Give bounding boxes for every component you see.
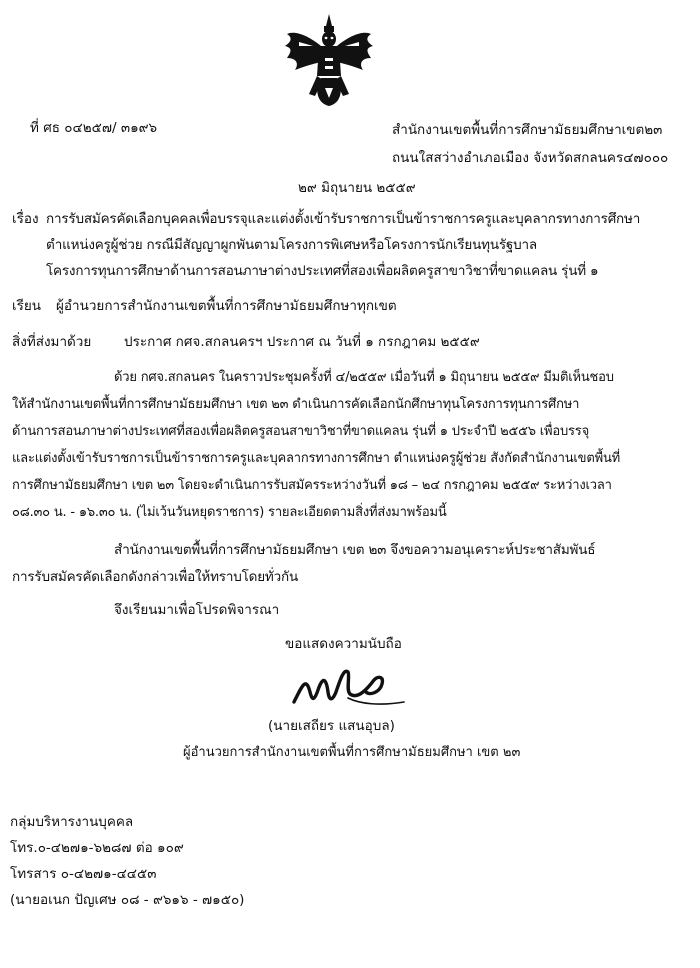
body-paragraph-line: การศึกษามัธยมศึกษา เขต ๒๓ โดยจะดำเนินการรับสมัครระหว่างวันที่ ๑๘ – ๒๔ กรกฎาคม ๒๕๕๙ ระหว่างเวลา: [12, 478, 612, 493]
closing-phrase: ขอแสดงความนับถือ: [285, 636, 402, 652]
body-paragraph-line: การรับสมัครคัดเลือกดังกล่าวเพื่อให้ทราบโดยทั่วกัน: [12, 569, 299, 585]
enclosure-text: ประกาศ กศจ.สกลนครฯ ประกาศ ณ วันที่ ๑ กรกฎาคม ๒๕๕๙: [124, 334, 480, 350]
body-paragraph-line: ด้วย กศจ.สกลนคร ในคราวประชุมครั้งที่ ๔/๒๕๕๙ เมื่อวันที่ ๑ มิถุนายน ๒๕๕๙ มีมติเห็นชอบ: [114, 370, 614, 385]
subject-line: ตำแหน่งครูผู้ช่วย กรณีมีสัญญาผูกพันตามโครงการพิเศษหรือโครงการนักเรียนทุนรัฐบาล: [46, 237, 537, 253]
document-date: ๒๙ มิถุนายน ๒๕๕๙: [298, 180, 416, 196]
agency-address: ถนนใสสว่างอำเภอเมือง จังหวัดสกลนคร๔๗๐๐๐: [392, 150, 669, 166]
body-paragraph-line: ด้านการสอนภาษาต่างประเทศที่สองเพื่อผลิตครูสอนสาขาวิชาที่ขาดแคลน รุ่นที่ ๑ ประจำปี ๒๕๕๖ เพื่อบรรจุ: [12, 424, 589, 439]
agency-name: สำนักงานเขตพื้นที่การศึกษามัธยมศึกษาเขต๒๓: [392, 122, 663, 138]
closing-request: จึงเรียนมาเพื่อโปรดพิจารณา: [114, 602, 280, 618]
contact-person: (นายอเนก ปัญเศษ ๐๘ - ๙๖๑๖ - ๗๑๕๐): [10, 892, 245, 908]
body-paragraph-line: และแต่งตั้งเข้ารับราชการเป็นข้าราชการครูและบุคลากรทางการศึกษา ตำแหน่งครูผู้ช่วย สังกัดสำนักงานเขตพื้นที่: [12, 451, 621, 466]
reference-number: ที่ ศธ ๐๔๒๕๗/ ๓๑๙๖: [30, 120, 158, 136]
recipient-label: เรียน: [12, 298, 42, 314]
subject-line: การรับสมัครคัดเลือกบุคคลเพื่อบรรจุและแต่งตั้งเข้ารับราชการเป็นข้าราชการครูและบุคลากรทางการศึกษา: [46, 211, 641, 227]
subject-line: โครงการทุนการศึกษาด้านการสอนภาษาต่างประเทศที่สองเพื่อผลิตครูสาขาวิชาที่ขาดแคลน รุ่นที่ ๑: [46, 263, 599, 279]
body-paragraph-line: ให้สำนักงานเขตพื้นที่การศึกษามัธยมศึกษา เขต ๒๓ ดำเนินการคัดเลือกนักศึกษาทุนโครงการทุนการศึกษา: [12, 397, 580, 412]
contact-fax: โทรสาร ๐-๔๒๗๑-๔๔๕๓: [10, 866, 157, 882]
body-paragraph-line: สำนักงานเขตพื้นที่การศึกษามัธยมศึกษา เขต ๒๓ จึงขอความอนุเคราะห์ประชาสัมพันธ์: [114, 542, 596, 558]
body-paragraph-line: ๐๘.๓๐ น. - ๑๖.๓๐ น. (ไม่เว้นวันหยุดราชการ) รายละเอียดตามสิ่งที่ส่งมาพร้อมนี้: [12, 505, 447, 520]
contact-department: กลุ่มบริหารงานบุคคล: [10, 814, 134, 830]
garuda-emblem-icon: [283, 12, 375, 108]
enclosure-label: สิ่งที่ส่งมาด้วย: [12, 334, 92, 350]
signer-position: ผู้อำนวยการสำนักงานเขตพื้นที่การศึกษามัธยมศึกษา เขต ๒๓: [183, 745, 521, 760]
recipient-text: ผู้อำนวยการสำนักงานเขตพื้นที่การศึกษามัธยมศึกษาทุกเขต: [56, 298, 397, 314]
subject-label: เรื่อง: [12, 211, 39, 227]
signer-name: (นายเสถียร แสนอุบล): [268, 718, 395, 734]
handwritten-signature: [288, 662, 408, 712]
contact-tel: โทร.๐-๔๒๗๑-๖๒๘๗ ต่อ ๑๐๙: [10, 840, 184, 856]
